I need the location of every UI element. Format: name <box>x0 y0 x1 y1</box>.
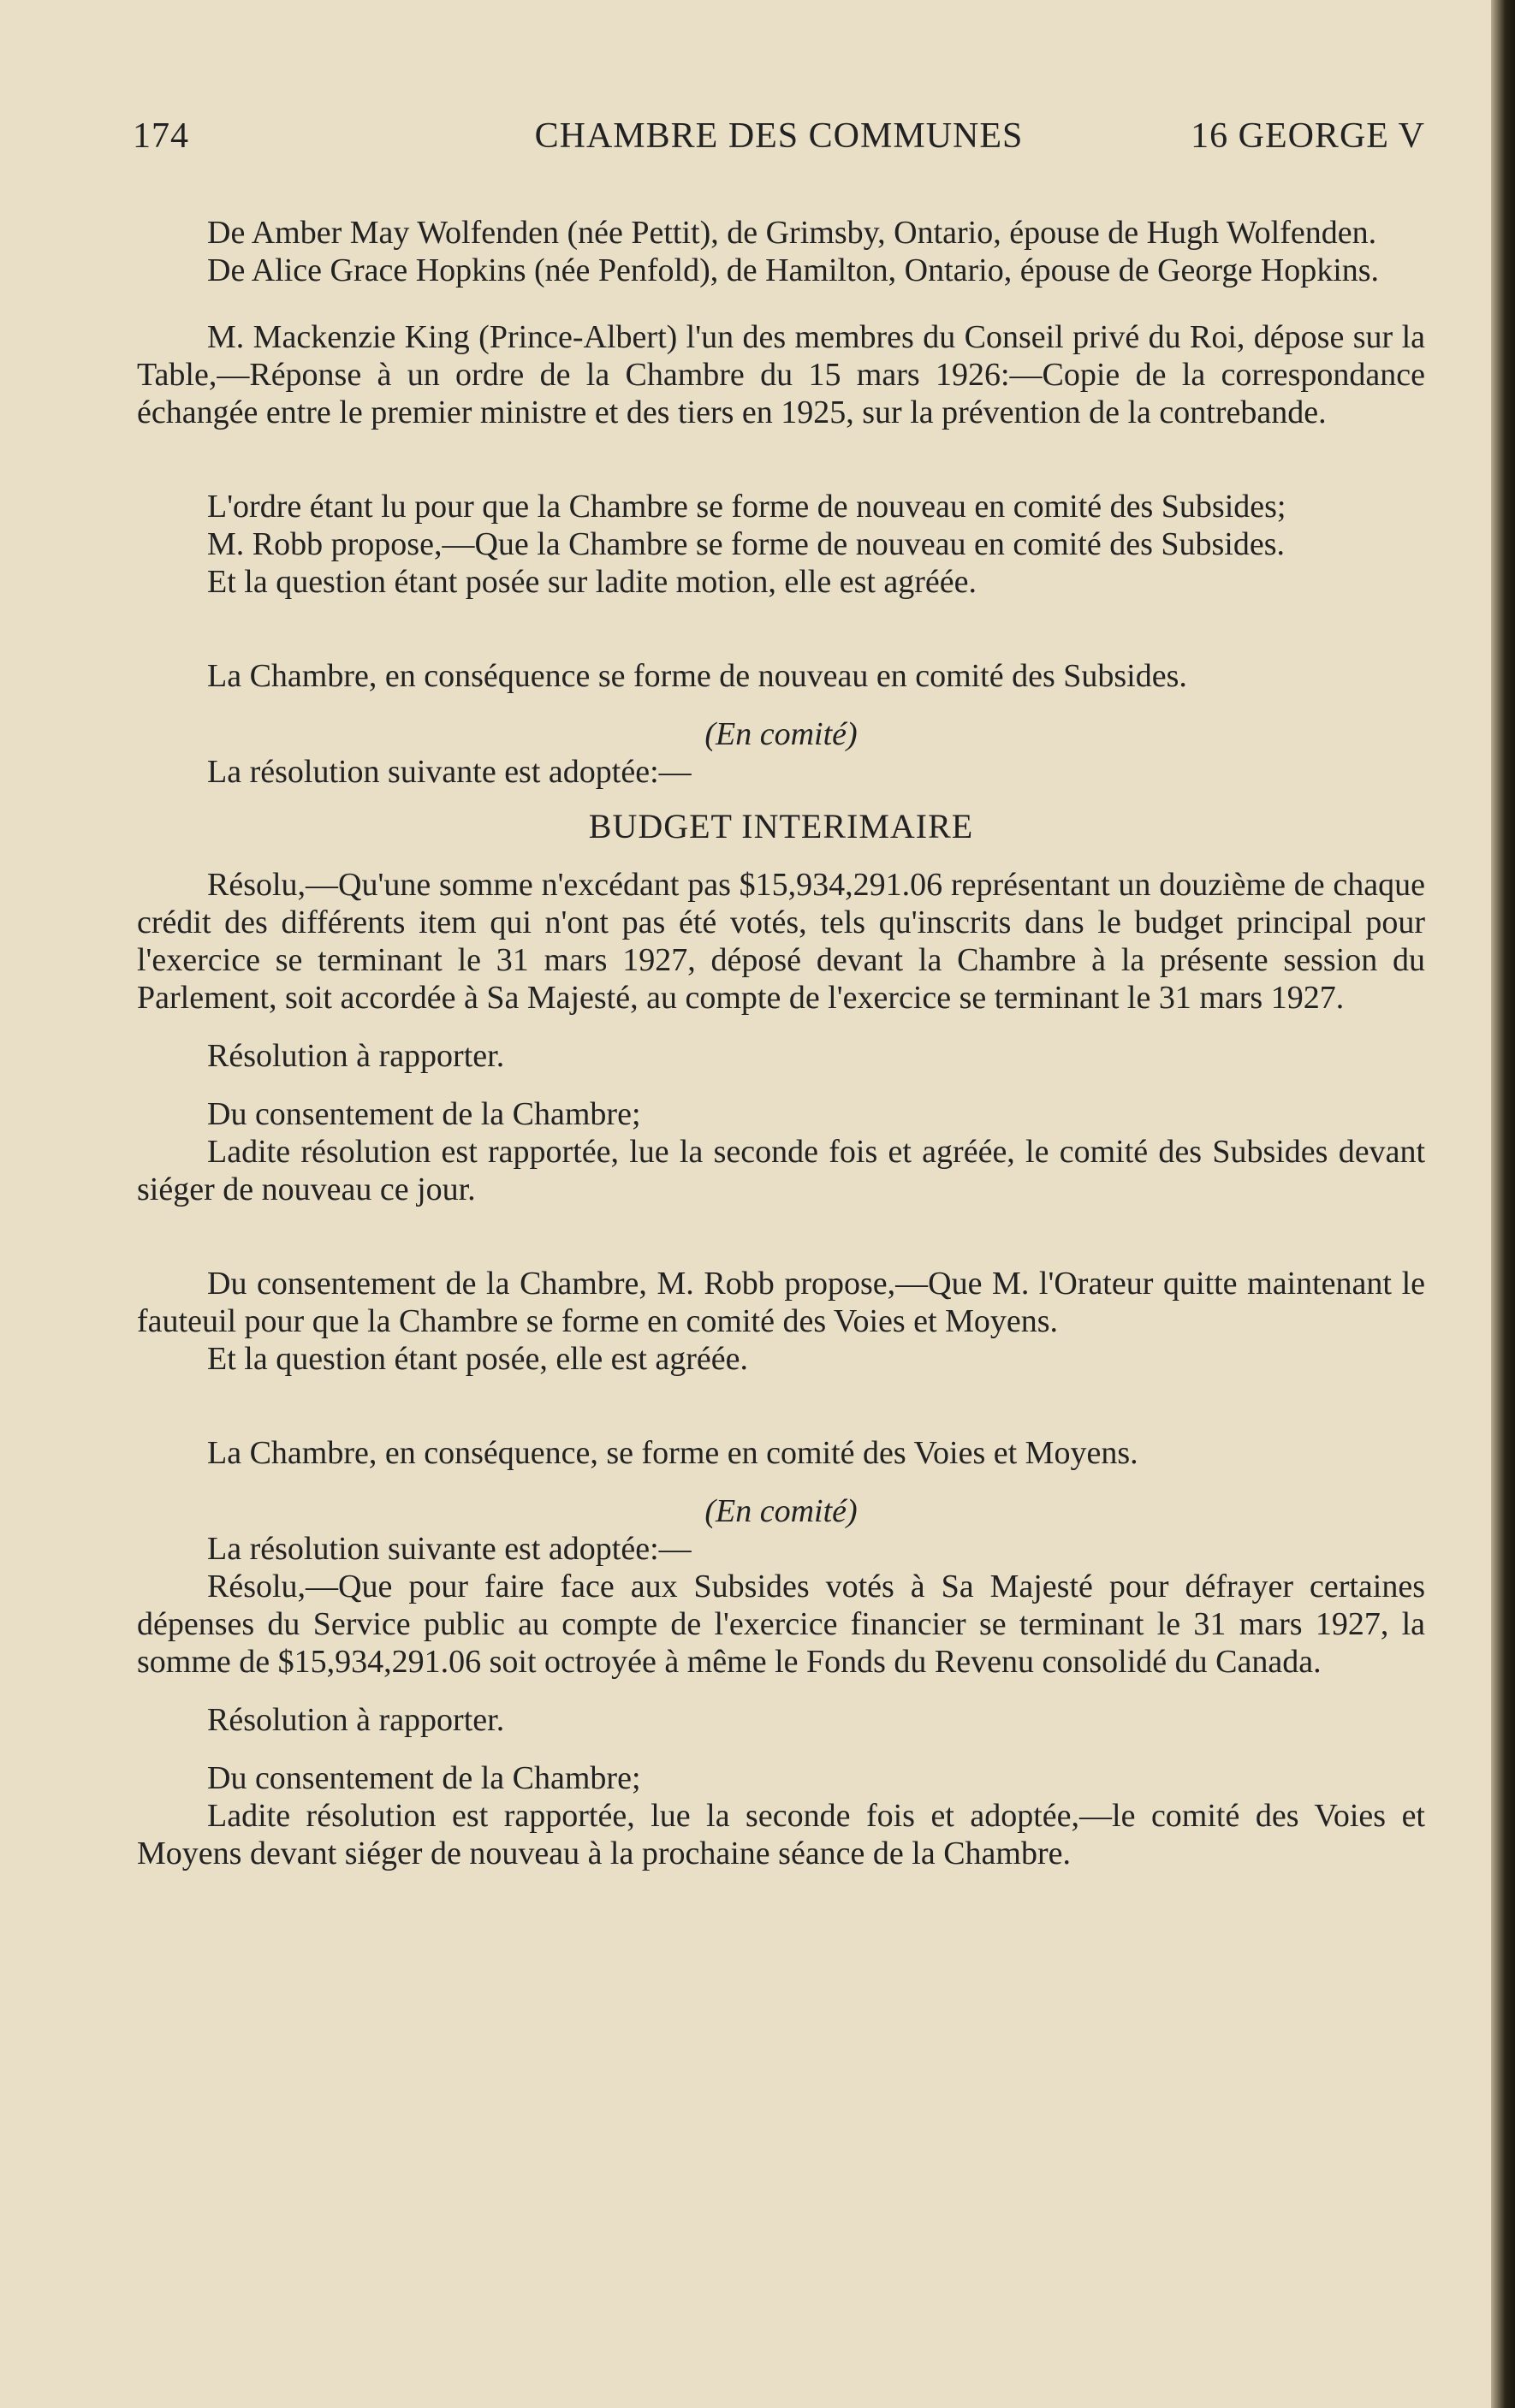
paragraph: Et la question étant posée sur ladite motion, elle est agréée. <box>207 564 977 600</box>
running-title: CHAMBRE DES COMMUNES <box>534 116 1024 156</box>
paragraph: De Amber May Wolfenden (née Pettit), de Grimsby, Ontario, épouse de Hugh Wolfenden. <box>207 215 1377 251</box>
section-subtitle: (En comité) <box>704 1493 858 1529</box>
paragraph: Du consentement de la Chambre, M. Robb propose,—Que M. l'Orateur quitte maintenant le fauteuil pour que la Chambre se forme en comité des Voies et Moyens. <box>137 1266 1425 1339</box>
paragraph: Résolution à rapporter. <box>207 1038 505 1074</box>
paragraph: Résolu,—Que pour faire face aux Subsides votés à Sa Majesté pour défrayer certaines dépenses du Service public au compte de l'exercice financier se terminant le 31 mars 1927, la somme de $15,934,291.06 soit octroyée à même le Fonds du Revenu consolidé du Canada. <box>137 1569 1425 1680</box>
paragraph: La résolution suivante est adoptée:— <box>207 1531 692 1567</box>
section-heading: BUDGET INTERIMAIRE <box>588 807 974 845</box>
paragraph: La Chambre, en conséquence se forme de nouveau en comité des Subsides. <box>207 658 1187 694</box>
paragraph: L'ordre étant lu pour que la Chambre se forme de nouveau en comité des Subsides; <box>207 489 1286 525</box>
page-edge <box>1491 0 1515 2408</box>
paragraph: Ladite résolution est rapportée, lue la seconde fois et adoptée,—le comité des Voies et Moyens devant siéger de nouveau à la prochaine séance de la Chambre. <box>137 1798 1425 1871</box>
paragraph: La résolution suivante est adoptée:— <box>207 754 692 790</box>
paragraph: De Alice Grace Hopkins (née Penfold), de Hamilton, Ontario, épouse de George Hopkins. <box>207 252 1380 288</box>
paragraph: M. Robb propose,—Que la Chambre se forme de nouveau en comité des Subsides. <box>207 526 1286 562</box>
paragraph: M. Mackenzie King (Prince-Albert) l'un des membres du Conseil privé du Roi, dépose sur la Table,—Réponse à un ordre de la Chambre du 15 mars 1926:—Copie de la correspondance échangée entre le premier ministre et des tiers en 1925, sur la prévention de la contrebande. <box>137 319 1425 430</box>
regnal-year: 16 GEORGE V <box>1191 116 1425 156</box>
section-subtitle: (En comité) <box>704 716 858 752</box>
paragraph: Du consentement de la Chambre; <box>207 1760 641 1796</box>
paragraph: Ladite résolution est rapportée, lue la seconde fois et agréée, le comité des Subsides devant siéger de nouveau ce jour. <box>137 1134 1425 1207</box>
page-body <box>137 214 1425 1872</box>
page-number: 174 <box>133 116 189 156</box>
paragraph: Et la question étant posée, elle est agréée. <box>207 1341 749 1377</box>
paragraph: Résolution à rapporter. <box>207 1702 505 1738</box>
page-header <box>133 116 1425 167</box>
paragraph: Résolu,—Qu'une somme n'excédant pas $15,934,291.06 représentant un douzième de chaque crédit des différents item qui n'ont pas été votés, tels qu'inscrits dans le budget principal pour l'exercice se terminant le 31 mars 1927, déposé devant la Chambre à la présente session du Parlement, soit accordée à Sa Majesté, au compte de l'exercice se terminant le 31 mars 1927. <box>137 867 1425 1016</box>
paragraph: Du consentement de la Chambre; <box>207 1096 641 1132</box>
paragraph: La Chambre, en conséquence, se forme en comité des Voies et Moyens. <box>207 1435 1138 1471</box>
